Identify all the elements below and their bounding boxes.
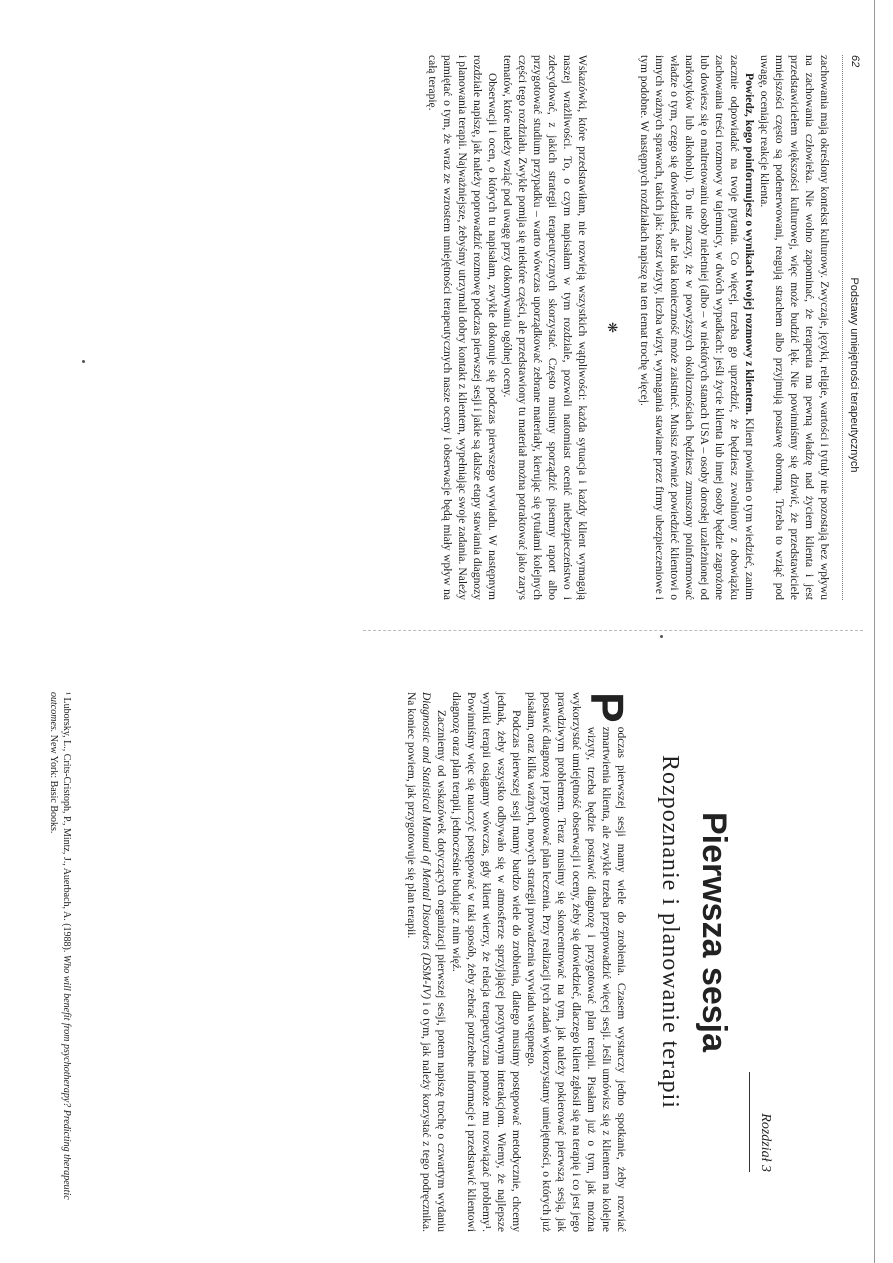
chapter-title: Pierwsza sesja <box>695 811 733 1053</box>
paragraph-dropcap <box>523 692 633 1232</box>
paragraph-text: i o tym, jak należy korzystać z tego podręcznika. Na koniec powiem, jak przygotowuje się plan terapii. <box>405 692 432 1232</box>
paragraph: Wskazówki, które przedstawiłam, nie rozwieją wszystkich wątpliwości: każda sytuacja i każdy klient wymagają naszej wrażliwości. To, o czym napisałam w tym rozdziale, pozwoli natomiast ocenić niebezpieczeństwo i zdecydować, z jakich strategii terapeutycznych skorzystać. Często musimy sporządzić pisemny raport albo przygotować studium przypadku – warto wówczas uporządkować zebrane materiały, kierując się tytułami kolejnych części tego rozdziału. Zwykle pomija się niektóre części, ale przedstawiony tu materiał można potraktować jako zarys tematów, które należy wziąć pod uwagę przy dokonywaniu ogólnej oceny. <box>501 55 588 600</box>
drop-cap: P <box>581 692 633 723</box>
footnote-authors: ¹ Luborsky, L., Crits-Cristoph, P., Mintz, J., Auerbach, A. (1988). <box>61 692 72 955</box>
scan-speck <box>660 635 663 638</box>
book-title: Diagnostic and Statistical Manual of Mental Disorders (DSM-IV) <box>420 692 432 999</box>
paragraph-text: odczas pierwszej sesji mamy wiele do zrobienia. Czasem wystarczy jedno spotkanie, żeby rozwiać zmartwienia klienta, ale zwykle trzeba przeprowadzić więcej sesji. Jeśli umówisz się z klientem na kolejne wizyty, trzeba będzie postawić diagnozę i przygotować plan terapii. Pisałam już o tym, jak można wykorzystać umiejętność obserwacji i oceny, żeby się dowiedzieć, dlaczego klient zgłosił się na terapię i co jest jego prawdziwym problemem. Teraz musimy się skoncentrować na tym, jak należy pokierować pierwszą sesją, jak postawić diagnozę i przygotować plan leczenia. Przy realizacji tych zadań wykorzystamy umiejętności, o których już pisałam, oraz kilka ważnych, nowych strategii prowadzenia wywiadu wstępnego. <box>525 692 627 1232</box>
chapter-subtitle: Rozpoznanie i planowanie terapii <box>657 755 683 1109</box>
running-head <box>842 55 863 600</box>
left-page <box>0 0 893 630</box>
footnote-publisher: New York: Basic Books. <box>48 732 59 834</box>
paragraph <box>403 692 448 1232</box>
running-head-title: Podstawy umiejętności terapeutycznych <box>848 277 860 473</box>
bold-para-rest: Klient powinien o tym wiedzieć, zanim zacznie odpowiadać na twoje pytania. Co więcej, trzeba go uprzedzić, że będziesz zwolniony z obowiązku zachowania treści rozmowy w tajemnicy, w dwóch wypadkach: jeśli życie klienta lub innej osoby będzie zagrożone lub dowiesz się o maltretowaniu osoby nieletniej (albo – w niektórych stanach USA – osoby dorosłej uzależnionej od narkotyków lub alkoholu). To nie znaczy, że w powyższych okolicznościach będziesz zmuszony poinformować władze o tym, czego się dowiedziałeś, ale taka konieczność może zaistnieć. Musisz również powiedzieć klientowi o innych ważnych sprawach, takich jak: koszt wizyty, liczba wizyt, wymagania stawiane przez firmy ubezpieczeniowe i tym podobne. W następnych rozdziałach napiszę na ten temat trochę więcej. <box>638 55 755 601</box>
footnote-title: Who will benefit from psychotherapy? Predicting therapeutic outcomes. <box>48 692 72 1200</box>
chapter-label: Rozdział 3 <box>758 1113 773 1172</box>
page-number: 62 <box>849 55 861 68</box>
paragraph: zachowania mają określony kontekst kulturowy. Zwyczaje, języki, religie, wartości i tytuły nie pozostają bez wpływu na zachowania człowieka. Nie wolno zapominać, że terapeuta ma pewną władzę nad życiem klienta i jest przedstawicielem większości kulturowej, więc może budzić lęk. Nie powinniśmy się dziwić, że przedstawiciele mniejszości często są podenerwowani, reagują strachem albo przyjmują postawę obronną. Trzeba to wziąć pod uwagę, oceniając reakcje klienta. <box>758 55 830 600</box>
footnote <box>47 692 73 1232</box>
left-body-text <box>424 55 831 600</box>
chapter-rule <box>749 1072 750 1172</box>
scan-speck <box>82 360 85 363</box>
paragraph: Obserwacji i ocen, o których tu napisałam, zwykle dokonuje się podczas pierwszego wywiadu. W następnym rozdziale napiszę, jak należy poprowadzić rozmowę podczas pierwszej sesji i jakie są dalsze etapy stawiania diagnozy i planowania terapii. Najważniejsze, żebyśmy utrzymali dobry kontakt z klientem, wypełniając swoje zadania. Należy pamiętać o tym, że wraz ze wzrostem umiejętności terapeutycznych nasze oceny i obserwacje będą miały wpływ na całą terapię. <box>426 55 498 600</box>
right-body-text <box>403 692 633 1232</box>
right-page <box>0 632 893 1263</box>
paragraph: Podczas pierwszej sesji mamy bardzo wiele do zrobienia, dlatego musimy postępować metodycznie, chcemy jednak, żeby wszystko odbywało się w atmosferze sprzyjającej pozytywnym interakcjom. Wiemy, że najlepsze wyniki terapii osiągamy wówczas, gdy klient wierzy, że relacja terapeutyczna pomoże mu rozwiązać problemy¹. Powinniśmy więc się nauczyć postępować w taki sposób, żeby zebrać potrzebne informacje i przedstawić klientowi diagnozę oraz plan terapii, jednocześnie budując z nim więź. <box>450 692 522 1232</box>
section-ornament: ❋ <box>605 322 620 333</box>
bold-lead: Powiedz, kogo poinformujesz o wynikach twojej rozmowy z klientem. <box>743 73 755 415</box>
paragraph-text: Zaczniemy od wskazówek dotyczących organizacji pierwszej sesji, potem napiszę trochę o czwartym wydaniu <box>435 710 447 1232</box>
paragraph-bold-lead <box>636 55 756 600</box>
